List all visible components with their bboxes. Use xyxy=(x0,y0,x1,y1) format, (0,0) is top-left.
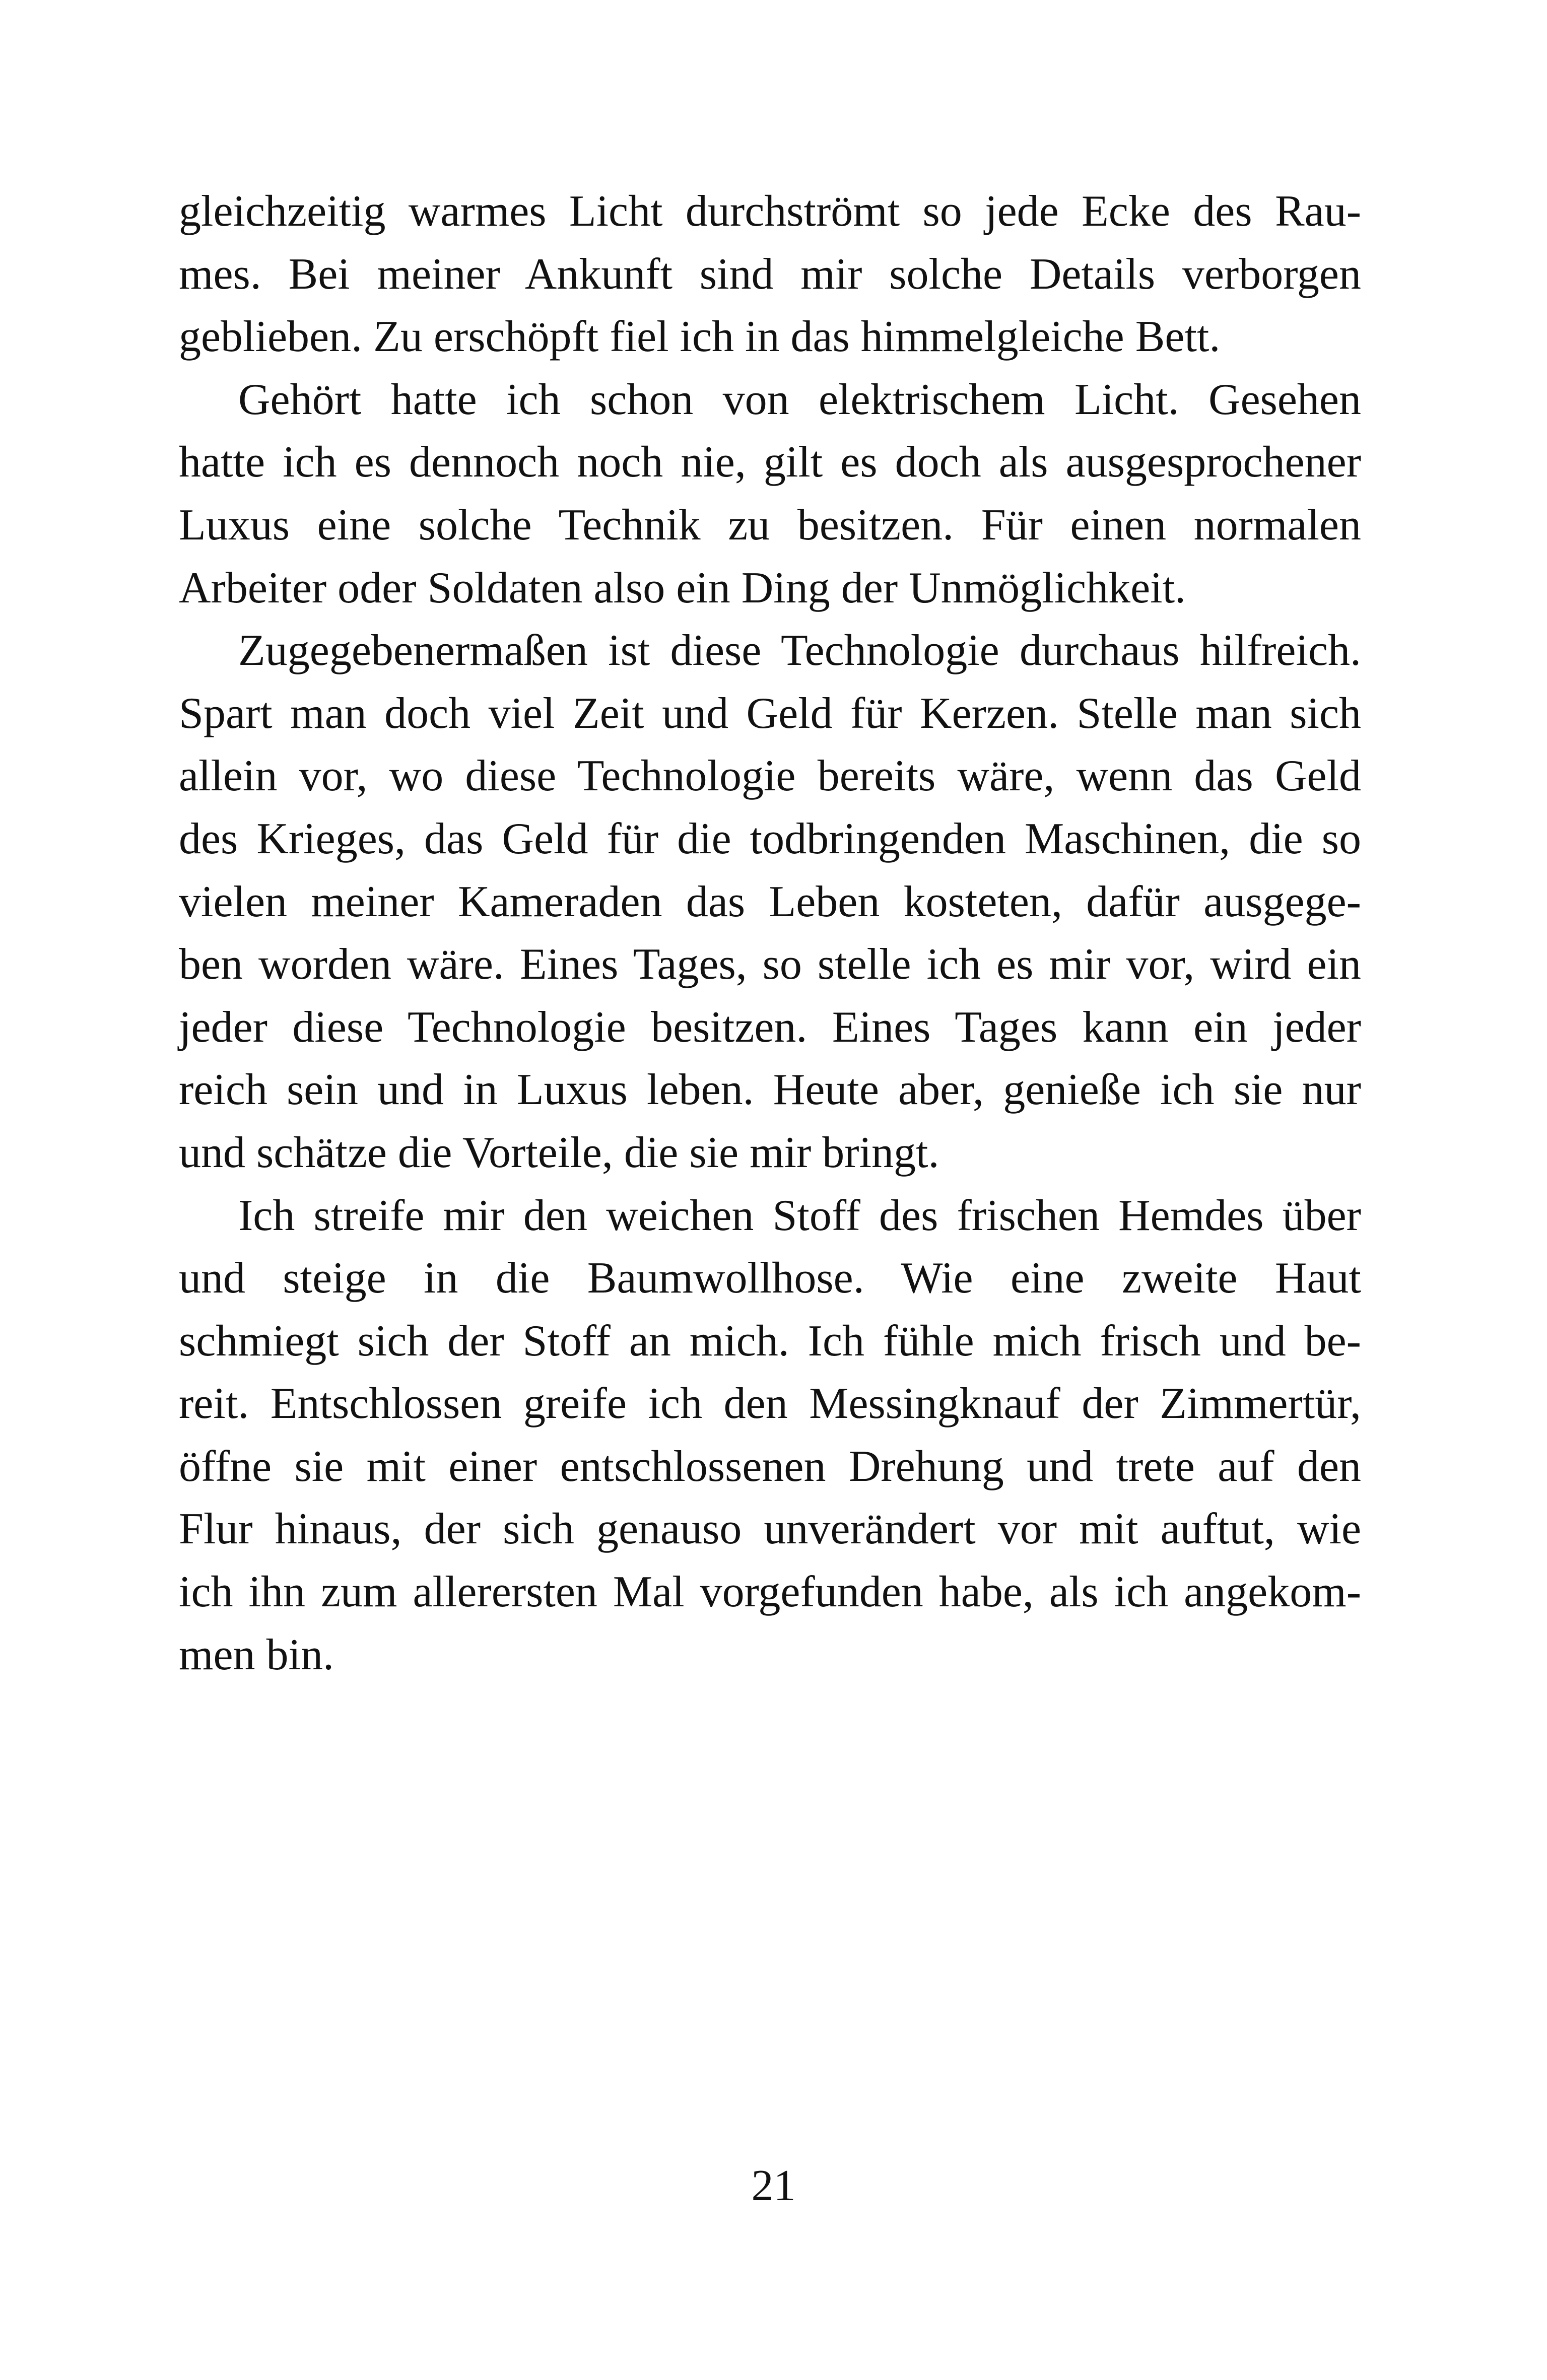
paragraph-4 xyxy=(179,1185,1361,1687)
text-line: gleichzeitig warmes Licht durchströmt so jede Ecke des Rau- xyxy=(179,187,1361,236)
text-line: allein vor, wo diese Technologie bereits wäre, wenn das Geld xyxy=(179,752,1361,801)
text-line: vielen meiner Kameraden das Leben kosteten, dafür ausgege- xyxy=(179,877,1361,926)
text-line: hatte ich es dennoch noch nie, gilt es doch als ausgesprochener xyxy=(179,438,1361,487)
text-line: geblieben. Zu erschöpft fiel ich in das himmelgleiche Bett. xyxy=(179,312,1221,362)
text-line: und steige in die Baumwollhose. Wie eine zweite Haut xyxy=(179,1254,1361,1303)
text-line: Arbeiter oder Soldaten also ein Ding der Unmöglichkeit. xyxy=(179,563,1186,613)
page-number: 21 xyxy=(751,2161,796,2210)
text-line: men bin. xyxy=(179,1630,334,1679)
text-line: schmiegt sich der Stoff an mich. Ich fühle mich frisch und be- xyxy=(179,1316,1361,1366)
text-line: und schätze die Vorteile, die sie mir bringt. xyxy=(179,1128,939,1177)
paragraph-1 xyxy=(179,180,1361,369)
text-line: öffne sie mit einer entschlossenen Drehung und trete auf den xyxy=(179,1442,1361,1491)
text-line: ben worden wäre. Eines Tages, so stelle ich es mir vor, wird ein xyxy=(179,940,1361,989)
text-line: Zugegebenermaßen ist diese Technologie durchaus hilfreich. xyxy=(238,626,1361,675)
text-line: des Krieges, das Geld für die todbringenden Maschinen, die so xyxy=(179,814,1361,863)
text-line: reich sein und in Luxus leben. Heute aber, genieße ich sie nur xyxy=(179,1065,1361,1115)
paragraph-2 xyxy=(179,369,1361,620)
body-text xyxy=(179,180,1361,1686)
text-line: Gehört hatte ich schon von elektrischem Licht. Gesehen xyxy=(238,375,1361,424)
text-line: Luxus eine solche Technik zu besitzen. Für einen normalen xyxy=(179,500,1361,550)
text-line: Ich streife mir den weichen Stoff des frischen Hemdes über xyxy=(238,1191,1361,1240)
paragraph-3 xyxy=(179,620,1361,1184)
text-line: ich ihn zum allerersten Mal vorgefunden habe, als ich angekom- xyxy=(179,1568,1361,1617)
text-line: Spart man doch viel Zeit und Geld für Kerzen. Stelle man sich xyxy=(179,689,1361,738)
text-line: jeder diese Technologie besitzen. Eines Tages kann ein jeder xyxy=(179,1002,1361,1052)
text-line: mes. Bei meiner Ankunft sind mir solche Details verborgen xyxy=(179,249,1361,299)
text-line: Flur hinaus, der sich genauso unverändert vor mit auftut, wie xyxy=(179,1505,1361,1554)
text-line: reit. Entschlossen greife ich den Messingknauf der Zimmertür, xyxy=(179,1379,1361,1429)
